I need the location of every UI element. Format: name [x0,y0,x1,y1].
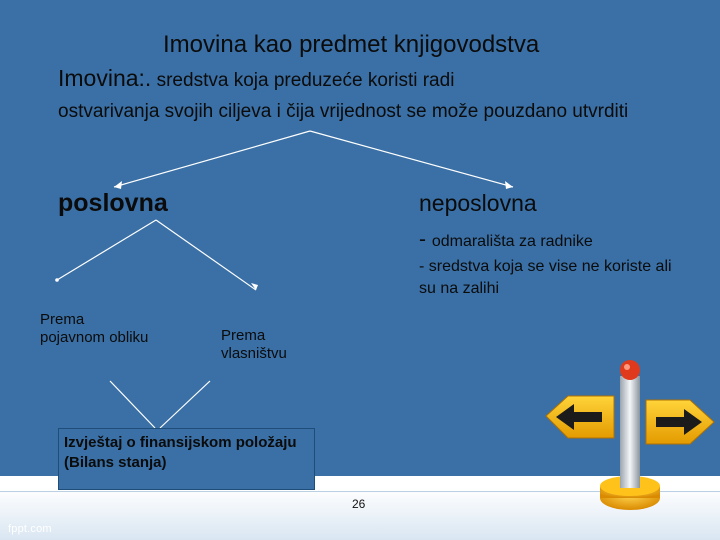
report-text: Izvještaj o finansijskom položaju (Bilans stanja) [64,434,297,471]
subcategory-vlasnistvo: Prema vlasništvu [221,327,287,362]
neposlovna-item-1 [419,228,593,252]
item-text: odmarališta za radnike [431,233,593,250]
category-neposlovna: neposlovna [419,190,537,216]
footer-logo: fppt.com [8,523,52,535]
page-number: 26 [352,497,366,511]
subcategory-pojavni-oblik: Prema pojavnom obliku [40,311,149,346]
item-dash: - [419,228,432,251]
category-poslovna: poslovna [58,189,168,217]
definition-continuation: ostvarivanja svojih ciljeva i čija vrijednost se može pouzdano utvrditi [58,101,629,122]
definition-text: sredstva koja preduzeće koristi radi [151,70,455,91]
report-box [58,428,315,490]
definition-colon: :. [138,65,152,91]
neposlovna-item-2: - sredstva koja se vise ne koriste ali su na zalihi [419,258,672,297]
slide-title: Imovina kao predmet knjigovodstva [163,31,540,58]
signpost-icon [540,356,720,526]
definition-term: Imovina [58,65,139,91]
